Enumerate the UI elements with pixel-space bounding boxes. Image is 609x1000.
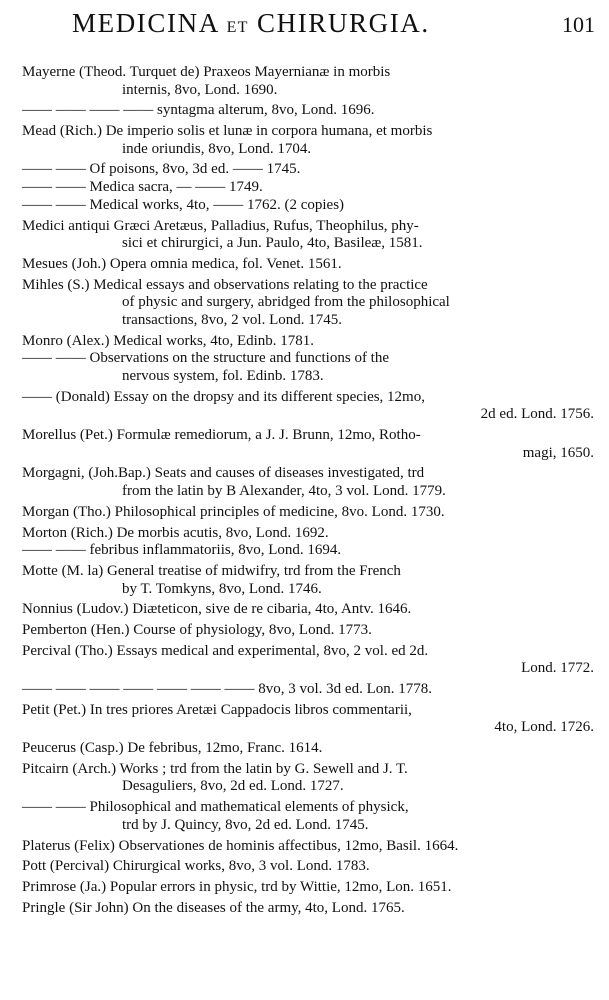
catalogue-entry <box>22 525 594 560</box>
entry-line: Percival (Tho.) Essays medical and experimental, 8vo, 2 vol. ed 2d. <box>22 642 429 659</box>
entry-line: Desaguliers, 8vo, 2d ed. Lond. 1727. <box>122 778 344 795</box>
entry-line: Peucerus (Casp.) De febribus, 12mo, Franc. 1614. <box>22 740 323 757</box>
entry-line: Mihles (S.) Medical essays and observations relating to the practice <box>22 276 428 293</box>
catalogue-entry <box>22 643 594 678</box>
entry-line: Monro (Alex.) Medical works, 4to, Edinb. 1781. <box>22 332 315 349</box>
entry-line: —— —— Of poisons, 8vo, 3d ed. —— 1745. <box>22 161 301 178</box>
entry-line: Platerus (Felix) Observationes de hominis affectibus, 12mo, Basil. 1664. <box>22 837 459 854</box>
page-number: 101 <box>562 12 595 37</box>
catalogue-entry <box>22 64 594 99</box>
entry-line: Morgagni, (Joh.Bap.) Seats and causes of diseases investigated, trd <box>22 465 425 482</box>
entry-line: Mayerne (Theod. Turquet de) Praxeos Mayernianæ in morbis <box>22 64 391 80</box>
entry-line: Lond. 1772. <box>521 660 594 677</box>
catalogue-entry <box>22 761 594 796</box>
entry-line: —— —— —— —— —— —— —— 8vo, 3 vol. 3d ed. Lon. 1778. <box>22 681 432 697</box>
entry-line: magi, 1650. <box>522 444 594 461</box>
title-word-medicina: MEDICINA <box>72 8 219 38</box>
catalogue-entry <box>22 900 594 918</box>
catalogue-entry <box>22 681 594 699</box>
entry-line: —— —— —— —— syntagma alterum, 8vo, Lond. 1696. <box>22 102 375 119</box>
entry-line: inde oriundis, 8vo, Lond. 1704. <box>122 140 312 157</box>
catalogue-entry <box>22 838 594 856</box>
entry-line: nervous system, fol. Edinb. 1783. <box>122 368 324 384</box>
catalogue-entry <box>22 601 594 619</box>
catalogue-entry <box>22 702 594 737</box>
catalogue-entry <box>22 161 594 214</box>
entry-line: trd by J. Quincy, 8vo, 2d ed. Lond. 1745. <box>122 816 369 833</box>
entry-line: Mesues (Joh.) Opera omnia medica, fol. Venet. 1561. <box>22 255 342 272</box>
running-header <box>0 8 609 48</box>
entry-line: internis, 8vo, Lond. 1690. <box>122 81 278 98</box>
entry-line: Morellus (Pet.) Formulæ remediorum, a J. J. Brunn, 12mo, Rotho- <box>22 427 421 444</box>
entry-line: 4to, Lond. 1726. <box>494 719 594 736</box>
catalogue-entry <box>22 333 594 386</box>
entry-line: —— —— febribus inflammatoriis, 8vo, Lond. 1694. <box>22 542 342 559</box>
entry-line: —— —— Medical works, 4to, —— 1762. (2 copies) <box>22 196 345 213</box>
catalogue-entry <box>22 563 594 598</box>
catalogue-entry <box>22 256 594 274</box>
entry-line: from the latin by B Alexander, 4to, 3 vol. Lond. 1779. <box>122 483 446 500</box>
entry-line: Pringle (Sir John) On the diseases of the army, 4to, Lond. 1765. <box>22 899 405 916</box>
entry-line: Petit (Pet.) In tres priores Aretæi Cappadocis libros commentarii, <box>22 701 412 718</box>
entry-line: Pitcairn (Arch.) Works ; trd from the latin by G. Sewell and J. T. <box>22 760 408 777</box>
running-title <box>72 8 430 39</box>
entry-line: Primrose (Ja.) Popular errors in physic, trd by Wittie, 12mo, Lon. 1651. <box>22 878 452 895</box>
entry-line: Morton (Rich.) De morbis acutis, 8vo, Lond. 1692. <box>22 524 329 541</box>
catalogue-entry <box>22 858 594 876</box>
catalogue-entries <box>22 64 594 920</box>
entry-line: —— (Donald) Essay on the dropsy and its different species, 12mo, <box>22 388 425 405</box>
entry-line: transactions, 8vo, 2 vol. Lond. 1745. <box>122 311 342 328</box>
catalogue-entry <box>22 123 594 158</box>
entry-line: by T. Tomkyns, 8vo, Lond. 1746. <box>122 580 322 597</box>
title-word-et: ET <box>226 19 249 36</box>
catalogue-entry <box>22 622 594 640</box>
entry-line: Pott (Percival) Chirurgical works, 8vo, 3 vol. Lond. 1783. <box>22 858 370 875</box>
entry-line: of physic and surgery, abridged from the philosophical <box>122 294 450 311</box>
entry-line: —— —— Observations on the structure and functions of the <box>22 350 390 367</box>
entry-line: Pemberton (Hen.) Course of physiology, 8vo, Lond. 1773. <box>22 621 372 638</box>
entry-line: Mead (Rich.) De imperio solis et lunæ in corpora humana, et morbis <box>22 123 433 140</box>
catalogue-entry <box>22 465 594 500</box>
entry-line: Medici antiqui Græci Aretæus, Palladius, Rufus, Theophilus, phy- <box>22 217 419 234</box>
catalogue-entry <box>22 740 594 758</box>
entry-line: —— —— Philosophical and mathematical elements of physick, <box>22 799 409 816</box>
catalogue-entry <box>22 102 594 120</box>
catalogue-entry <box>22 427 594 462</box>
catalogue-entry <box>22 218 594 253</box>
catalogue-entry <box>22 879 594 897</box>
title-word-chirurgia: CHIRURGIA. <box>256 8 430 38</box>
catalogue-entry <box>22 504 594 522</box>
entry-line: Morgan (Tho.) Philosophical principles of medicine, 8vo. Lond. 1730. <box>22 503 445 520</box>
catalogue-entry <box>22 277 594 330</box>
entry-line: Nonnius (Ludov.) Diæteticon, sive de re cibaria, 4to, Antv. 1646. <box>22 601 412 618</box>
entry-line: Motte (M. la) General treatise of midwifry, trd from the French <box>22 562 401 579</box>
catalogue-entry <box>22 389 594 424</box>
entry-line: 2d ed. Lond. 1756. <box>480 406 594 423</box>
catalogue-entry <box>22 799 594 834</box>
entry-line: —— —— Medica sacra, — —— 1749. <box>22 179 263 196</box>
entry-line: sici et chirurgici, a Jun. Paulo, 4to, Basileæ, 1581. <box>122 235 423 252</box>
